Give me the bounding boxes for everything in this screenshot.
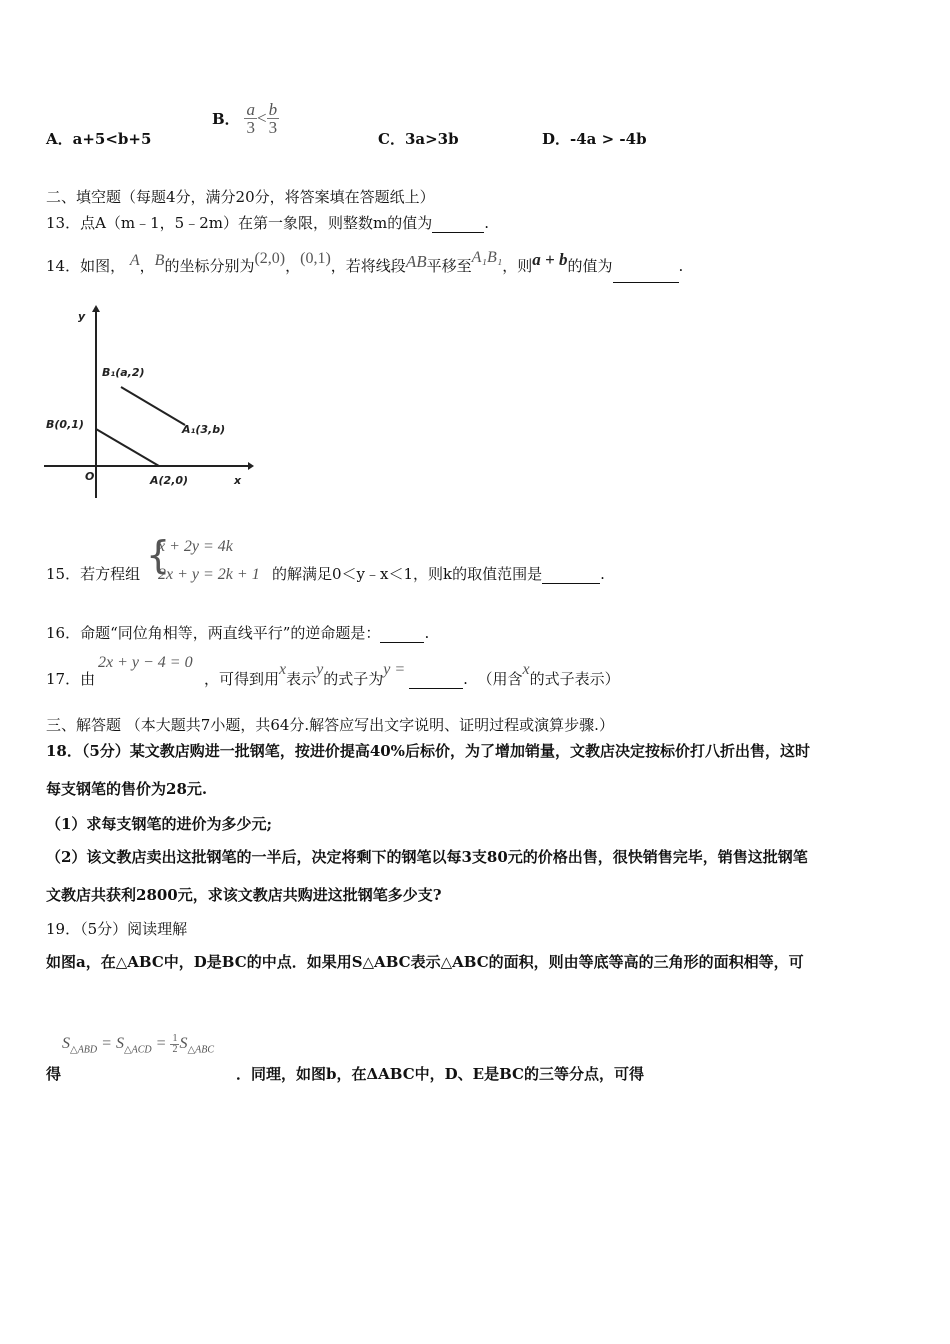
point-b1-label: B₁(a,2) (102, 366, 145, 379)
formula-denominator: 2 (172, 1044, 178, 1055)
q13-end: . (484, 214, 490, 232)
section2-heading: 二、填空题（每题4分，满分20分，将答案填在答题纸上） (46, 188, 435, 206)
frac1-denominator: 3 (246, 118, 255, 137)
y-axis-label: y (78, 310, 86, 323)
q17-y-equals: y = (383, 661, 406, 678)
q17-equation: 2x + y − 4 = 0 (98, 654, 193, 671)
option-d-letter: D． (542, 130, 571, 148)
q17-answer-blank (409, 670, 463, 689)
origin-label: O (85, 470, 95, 483)
q16-answer-blank (380, 624, 424, 643)
q18-part1: （1）求每支钢笔的进价为多少元; (46, 815, 272, 833)
q14-coord-b: (0,1) (300, 250, 331, 267)
q17-hint-x: x (522, 661, 530, 678)
option-b-letter: B． (212, 110, 240, 128)
q15-equation-1: x + 2y = 4k (158, 538, 233, 555)
question-15 (272, 563, 605, 584)
q14-segment-a1b1: A₁B₁ (471, 249, 503, 266)
option-b-frac2 (267, 101, 280, 136)
q17-var-y: y (316, 661, 324, 678)
q14-answer-blank (613, 250, 679, 283)
formula-eq1: = S (97, 1035, 124, 1053)
formula-s3: S (179, 1035, 188, 1053)
formula-eq2: = (151, 1035, 171, 1053)
q15-mid: 的解满足0＜y﹣x＜1，则k的取值范围是 (272, 565, 543, 583)
q17-mid3: 的式子为 (323, 670, 384, 688)
q17-end: . (463, 670, 468, 688)
point-b-label: B(0,1) (46, 418, 84, 431)
q18-line1: 18．（5分）某文教店购进一批钢笔，按进价提高40%后标价，为了增加销量，文教店决定按标价打八折出售，这时 (46, 742, 810, 760)
q17-hint-post: 的式子表示） (529, 670, 620, 688)
formula-s1: S (62, 1035, 70, 1053)
frac1-numerator: a (246, 100, 255, 119)
q19-line2-prefix: 得 (46, 1065, 62, 1083)
q15-end: . (600, 565, 605, 583)
section3-heading: 三、解答题 （本大题共7小题，共64分.解答应写出文字说明、证明过程或演算步骤.） (46, 716, 614, 734)
q17-mid2: 表示 (286, 670, 317, 688)
q16-end: . (424, 624, 430, 642)
option-c (378, 128, 459, 149)
q14-comma2: ， (285, 257, 301, 275)
x-axis-label: x (234, 474, 242, 487)
q15-prefix: 15．若方程组 (46, 565, 141, 583)
q14-point-b: B (154, 252, 165, 269)
q14-a-plus-b: a + b (532, 250, 568, 269)
q15-equation-2: 2x + y = 2k + 1 (158, 566, 260, 583)
formula-sub1: △ABD (70, 1044, 98, 1056)
q13-text: 13．点A（m﹣1，5﹣2m）在第一象限，则整数m的值为 (46, 214, 433, 232)
question-13 (46, 212, 489, 233)
q14-mid5: 的值为 (567, 257, 613, 275)
x-axis-arrow-icon (248, 462, 254, 470)
q14-mid2: ，若将线段 (330, 257, 406, 275)
question-16 (46, 622, 429, 643)
option-d-text: -4a > -4b (570, 130, 647, 148)
option-b-lt: < (256, 108, 267, 128)
q18-part2-line2: 文教店共获利2800元，求该文教店共购进这批钢笔多少支? (46, 886, 442, 904)
question-17 (204, 661, 620, 689)
q18-line2: 每支钢笔的售价为28元. (46, 780, 208, 798)
coordinate-graph (44, 302, 254, 502)
q17-mid1: ，可得到用 (204, 670, 280, 688)
option-d (542, 128, 647, 149)
formula-sub2: △ACD (123, 1044, 152, 1056)
q14-segment-ab: AB (405, 252, 427, 271)
q14-comma1: ， (139, 257, 155, 275)
point-a1-label: A₁(3,b) (182, 423, 226, 436)
question-14 (46, 250, 683, 283)
option-b-frac1 (244, 101, 257, 136)
q14-mid1: 的坐标分别为 (164, 257, 255, 275)
segment-a1b1 (121, 387, 185, 425)
q14-point-a: A (129, 252, 140, 269)
q17-prefix: 17．由 (46, 670, 96, 688)
option-b (212, 101, 279, 136)
q19-line2: ．同理，如图b，在ΔABC中，D、E是BC的三等分点，可得 (236, 1065, 644, 1083)
q14-prefix: 14．如图， (46, 257, 126, 275)
q18-part2-line1: （2）该文教店卖出这批钢笔的一半后，决定将剩下的钢笔以每3支80元的价格出售，很快销售完毕，销售这批钢笔 (46, 848, 808, 866)
frac2-denominator: 3 (268, 118, 278, 137)
q13-answer-blank (432, 214, 484, 233)
q14-mid4: ，则 (502, 257, 533, 275)
point-a-label: A(2,0) (150, 474, 189, 487)
segment-ab (96, 429, 159, 466)
formula-numerator: 1 (172, 1033, 178, 1044)
q19-line1: 如图a，在△ABC中，D是BC的中点．如果用S△ABC表示△ABC的面积，则由等底等高的三角形的面积相等，可 (46, 953, 804, 971)
q19-title: 19．（5分）阅读理解 (46, 920, 188, 938)
frac2-numerator: b (268, 100, 278, 119)
q17-hint-pre: （用含 (477, 670, 523, 688)
q15-answer-blank (542, 565, 600, 584)
q15-brace-icon: { (146, 533, 171, 577)
option-c-letter: C． (378, 130, 405, 148)
option-a-letter: A． (46, 130, 73, 148)
q14-end: . (678, 257, 684, 275)
q14-mid3: 平移至 (426, 257, 472, 275)
q16-text: 16．命题“同位角相等，两直线平行”的逆命题是： (46, 624, 381, 642)
formula-sub3: △ABC (187, 1044, 215, 1056)
q14-coord-a: (2,0) (254, 250, 286, 267)
option-c-text: 3a>3b (404, 130, 459, 148)
q19-formula (62, 1034, 214, 1055)
y-axis-arrow-icon (92, 305, 100, 312)
option-a-text: a+5<b+5 (72, 130, 152, 148)
q17-var-x: x (279, 661, 287, 678)
option-a (46, 128, 151, 149)
